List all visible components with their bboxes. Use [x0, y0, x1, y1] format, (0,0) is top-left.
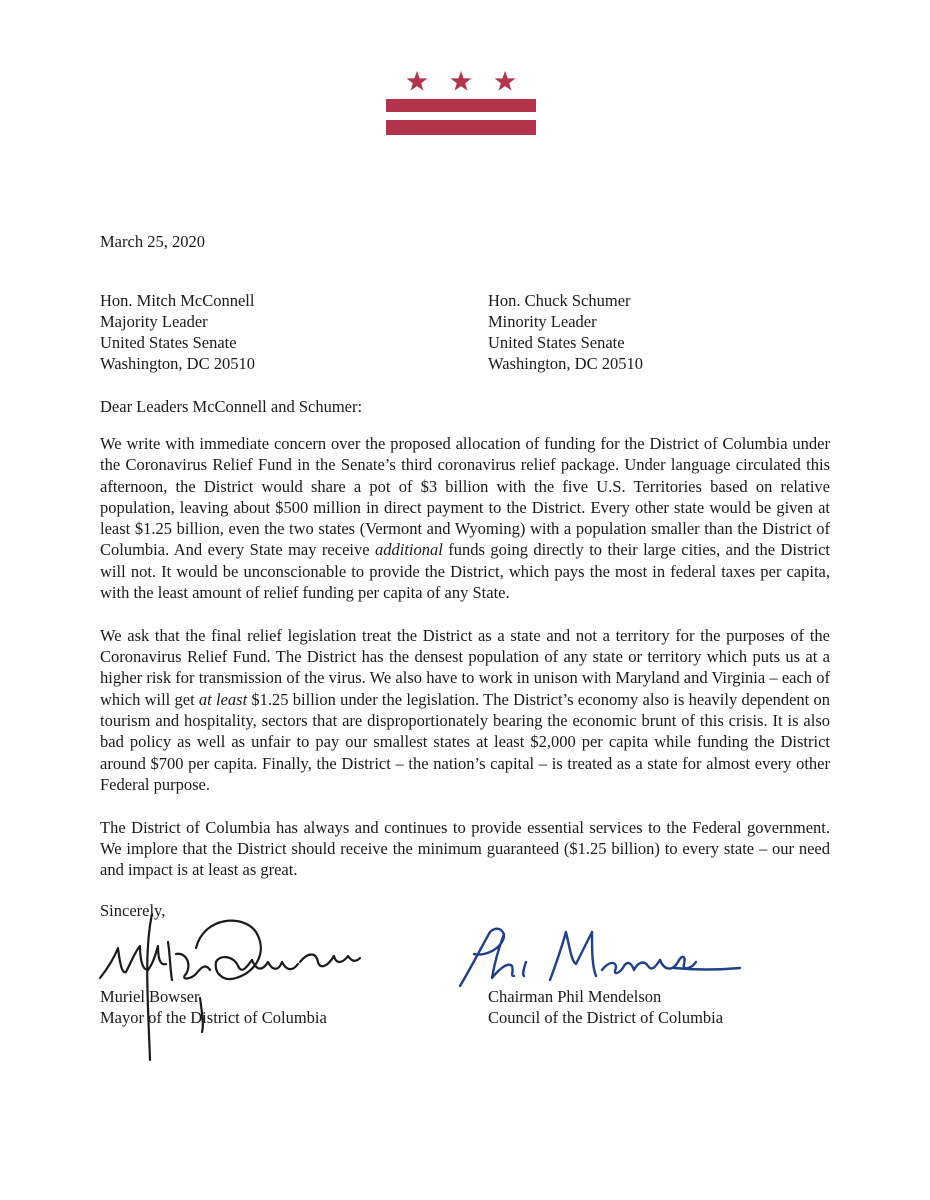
star-icon: [407, 71, 428, 91]
address-line: Washington, DC 20510: [488, 354, 643, 373]
recipient-address-schumer: [488, 290, 643, 374]
address-line: Hon. Chuck Schumer: [488, 291, 631, 310]
signer-name: Muriel Bowser: [100, 987, 200, 1006]
address-line: United States Senate: [100, 333, 237, 352]
closing: Sincerely,: [100, 901, 166, 920]
recipient-address-mcconnell: [100, 290, 255, 374]
dc-flag-logo: [386, 68, 536, 140]
letter-date: March 25, 2020: [100, 232, 205, 251]
body-paragraph: The District of Columbia has always and continues to provide essential services to the Federal government. We implore that the District should receive the minimum guaranteed ($1.25 billion) to every state – our need and impact is at least as great.: [100, 817, 830, 880]
star-icon: [451, 71, 472, 91]
signer-title: Council of the District of Columbia: [488, 1007, 724, 1027]
body-paragraph: We write with immediate concern over the proposed allocation of funding for the District of Columbia under the Coronavirus Relief Fund in the Senate’s third coronavirus relief package. Under language circulated this afternoon, the District would share a pot of $3 billion with the five U.S. Territories based on relative population, leaving about $500 million in direct payment to the District. Every other state would be given at least $1.25 billion, even the two states (Vermont and Wyoming) with a population smaller than the District of Columbia. And every State may receive additional funds going directly to their large cities, and the District will not. It would be unconscionable to provide the District, which pays the most in federal taxes per capita, with the least amount of relief funding per capita of any State.: [100, 434, 830, 603]
address-line: Minority Leader: [488, 312, 597, 331]
salutation: Dear Leaders McConnell and Schumer:: [100, 397, 363, 416]
flag-bar: [386, 99, 536, 112]
signer-title: Mayor of the District of Columbia: [100, 1007, 327, 1027]
address-line: Washington, DC 20510: [100, 354, 255, 373]
signer-bowser: [100, 987, 327, 1028]
mendelson-signature: [452, 926, 742, 988]
letter-body: [100, 433, 830, 902]
body-paragraph: We ask that the final relief legislation treat the District as a state and not a territory for the purposes of the Coronavirus Relief Fund. The District has the densest population of any state or territory which puts us at a higher risk for transmission of the virus. We also have to work in unison with Maryland and Virginia – each of which will get at least $1.25 billion under the legislation. The District’s economy also is heavily dependent on tourism and hospitality, sectors that are disproportionately bearing the economic brunt of this crisis. It is also bad policy as well as unfair to pay our smallest states at least $2,000 per capita while funding the District around $700 per capita. Finally, the District – the nation’s capital – is treated as a state for almost every other Federal purpose.: [100, 625, 830, 794]
star-icon: [495, 71, 516, 91]
address-line: United States Senate: [488, 333, 625, 352]
flag-bar: [386, 120, 536, 135]
address-line: Hon. Mitch McConnell: [100, 291, 255, 310]
signer-mendelson: [488, 987, 723, 1028]
emphasis-text: at least: [198, 689, 248, 709]
signer-name: Chairman Phil Mendelson: [488, 987, 662, 1006]
address-line: Majority Leader: [100, 312, 208, 331]
emphasis-text: additional: [374, 540, 443, 560]
